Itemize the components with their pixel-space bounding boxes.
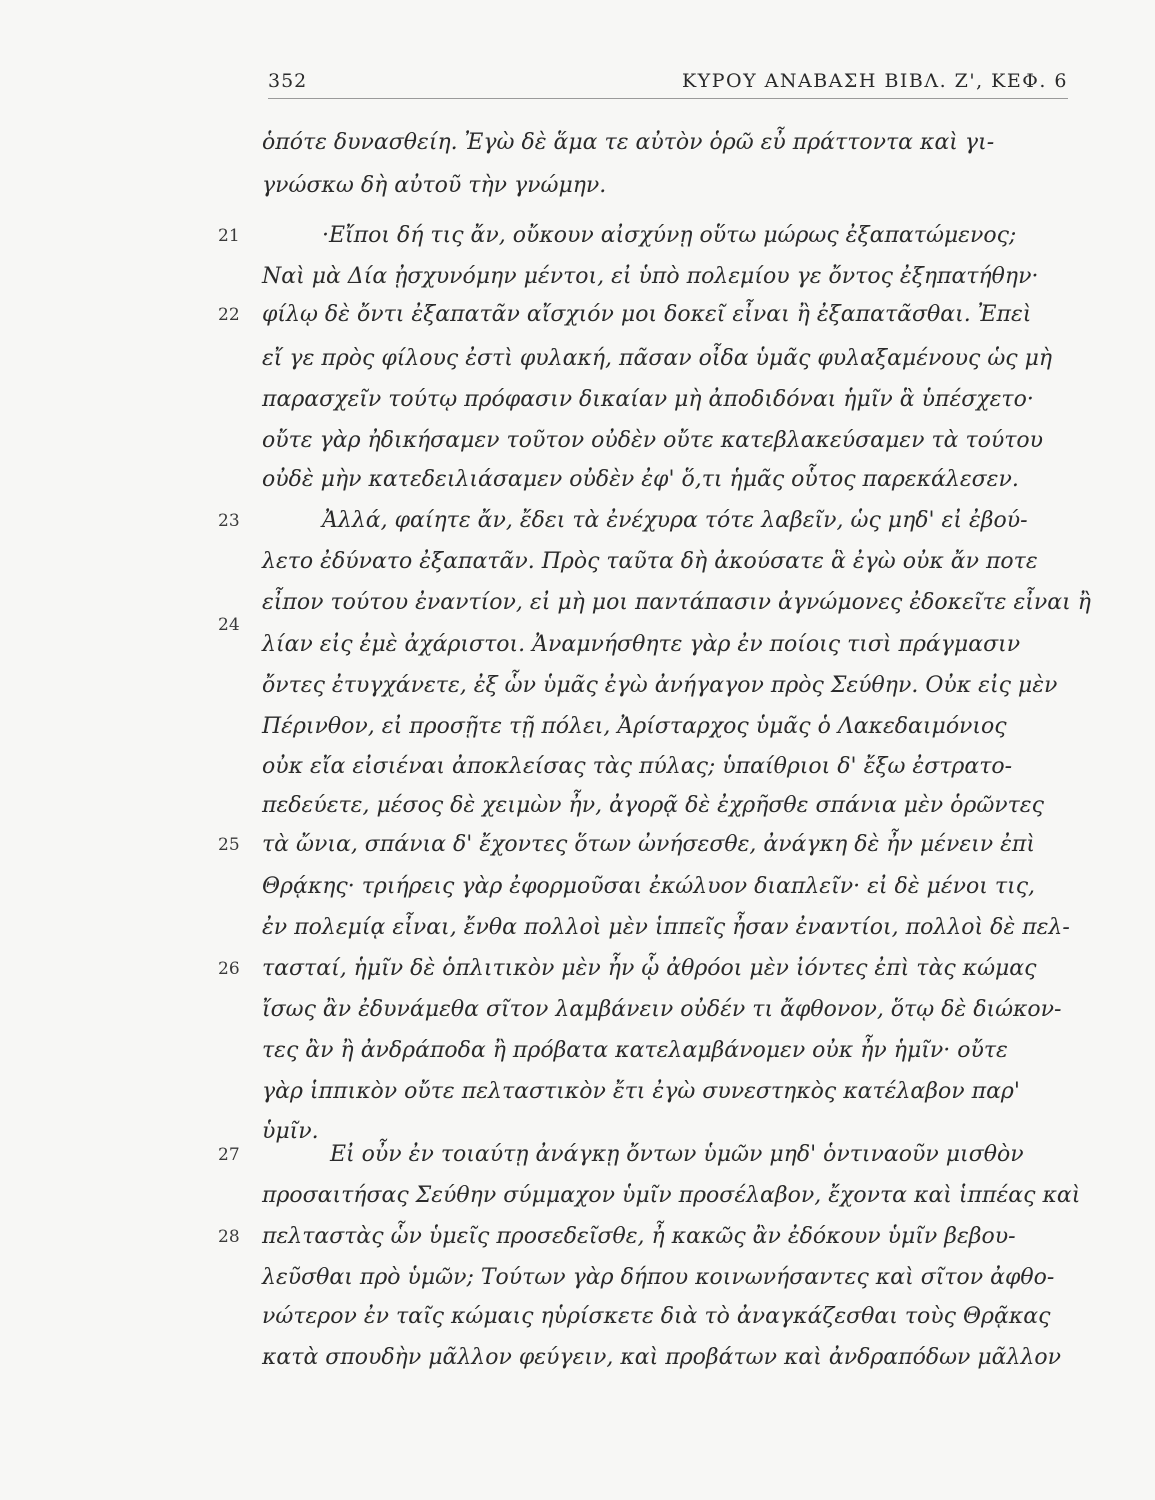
text-line: τὰ ὤνια, σπάνια δ' ἔχοντες ὅτων ὠνήσεσθε, ἀνάγκη δὲ ἦν μένειν ἐπὶ bbox=[262, 832, 1036, 857]
section-number: 21 bbox=[218, 226, 240, 246]
text-line: οὐκ εἴα εἰσιέναι ἀποκλείσας τὰς πύλας; ὑπαίθριοι δ' ἔξω ἐστρατο- bbox=[262, 754, 1013, 779]
running-head bbox=[268, 62, 1068, 102]
text-line: γὰρ ἱππικὸν οὔτε πελταστικὸν ἔτι ἐγὼ συνεστηκὸς κατέλαβον παρ' bbox=[262, 1079, 1020, 1104]
section-number: 23 bbox=[218, 511, 240, 531]
text-line: πελταστὰς ὧν ὑμεῖς προσεδεῖσθε, ἦ κακῶς ἂν ἐδόκουν ὑμῖν βεβου- bbox=[262, 1224, 1016, 1249]
text-line: πεδεύετε, μέσος δὲ χειμὼν ἦν, ἀγορᾷ δὲ ἐχρῆσθε σπάνια μὲν ὁρῶντες bbox=[262, 793, 1044, 818]
text-line: οὔτε γὰρ ἠδικήσαμεν τοῦτον οὐδὲν οὔτε κατεβλακεύσαμεν τὰ τούτου bbox=[262, 428, 1044, 453]
text-line: λίαν εἰς ἐμὲ ἀχάριστοι. Ἀναμνήσθητε γὰρ ἐν ποίοις τισὶ πράγμασιν bbox=[262, 632, 1021, 657]
text-line: γνώσκω δὴ αὐτοῦ τὴν γνώμην. bbox=[262, 173, 607, 198]
text-line: Ἀλλά, φαίητε ἄν, ἔδει τὰ ἐνέχυρα τότε λαβεῖν, ὡς μηδ' εἰ ἐβού- bbox=[322, 508, 1028, 533]
section-number: 24 bbox=[218, 615, 240, 635]
text-line: Πέρινθον, εἰ προσῇτε τῇ πόλει, Ἀρίσταρχος ὑμᾶς ὁ Λακεδαιμόνιος bbox=[262, 714, 1007, 739]
text-line: ἐν πολεμίᾳ εἶναι, ἔνθα πολλοὶ μὲν ἱππεῖς ἦσαν ἐναντίοι, πολλοὶ δὲ πελ- bbox=[262, 915, 1070, 940]
page-number: 352 bbox=[268, 70, 308, 92]
text-line: ὑμῖν. bbox=[262, 1119, 319, 1144]
text-line: λεῦσθαι πρὸ ὑμῶν; Τούτων γὰρ δήπου κοινωνήσαντες καὶ σῖτον ἀφθο- bbox=[262, 1265, 1055, 1290]
text-line: νώτερον ἐν ταῖς κώμαις ηὑρίσκετε διὰ τὸ ἀναγκάζεσθαι τοὺς Θρᾷκας bbox=[262, 1304, 1051, 1329]
text-line: κατὰ σπουδὴν μᾶλλον φεύγειν, καὶ προβάτων καὶ ἀνδραπόδων μᾶλλον bbox=[262, 1345, 1062, 1370]
text-line: τασταί, ἡμῖν δὲ ὁπλιτικὸν μὲν ἦν ᾧ ἀθρόοι μὲν ἰόντες ἐπὶ τὰς κώμας bbox=[262, 956, 1037, 981]
header-rule bbox=[268, 98, 1068, 99]
text-line: τες ἂν ἢ ἀνδράποδα ἢ πρόβατα κατελαμβάνομεν οὐκ ἦν ἡμῖν· οὔτε bbox=[262, 1038, 1008, 1063]
text-line: ὁπότε δυνασθείη. Ἐγὼ δὲ ἅμα τε αὐτὸν ὁρῶ εὖ πράττοντα καὶ γι- bbox=[262, 130, 995, 155]
text-line: παρασχεῖν τούτῳ πρόφασιν δικαίαν μὴ ἀποδιδόναι ἡμῖν ἃ ὑπέσχετο· bbox=[262, 387, 1034, 412]
text-line: ὄντες ἐτυγχάνετε, ἐξ ὧν ὑμᾶς ἐγὼ ἀνήγαγον πρὸς Σεύθην. Οὐκ εἰς μὲν bbox=[262, 673, 1058, 698]
text-line: Θρᾴκης· τριήρεις γὰρ ἐφορμοῦσαι ἐκώλυον διαπλεῖν· εἰ δὲ μένοι τις, bbox=[262, 874, 1036, 899]
text-line: Εἰ οὖν ἐν τοιαύτῃ ἀνάγκῃ ὄντων ὑμῶν μηδ' ὁντιναοῦν μισθὸν bbox=[330, 1142, 1024, 1167]
text-line: λετο ἐδύνατο ἐξαπατᾶν. Πρὸς ταῦτα δὴ ἀκούσατε ἃ ἐγὼ οὐκ ἄν ποτε bbox=[262, 549, 1038, 574]
text-line: ἴσως ἂν ἐδυνάμεθα σῖτον λαμβάνειν οὐδέν τι ἄφθονον, ὅτῳ δὲ διώκον- bbox=[262, 997, 1062, 1022]
section-number: 25 bbox=[218, 835, 240, 855]
text-line: οὐδὲ μὴν κατεδειλιάσαμεν οὐδὲν ἐφ' ὅ,τι ἡμᾶς οὗτος παρεκάλεσεν. bbox=[262, 467, 1019, 492]
text-line: προσαιτήσας Σεύθην σύμμαχον ὑμῖν προσέλαβον, ἔχοντα καὶ ἱππέας καὶ bbox=[262, 1183, 1081, 1208]
section-number: 26 bbox=[218, 959, 240, 979]
section-number: 28 bbox=[218, 1227, 240, 1247]
running-title: ΚΥΡΟΥ ΑΝΑΒΑΣΗ ΒΙΒΛ. Ζ', ΚΕΦ. 6 bbox=[681, 70, 1068, 92]
section-number: 27 bbox=[218, 1145, 240, 1165]
section-number: 22 bbox=[218, 305, 240, 325]
text-line: φίλῳ δὲ ὄντι ἐξαπατᾶν αἴσχιόν μοι δοκεῖ εἶναι ἢ ἐξαπατᾶσθαι. Ἐπεὶ bbox=[262, 302, 1032, 327]
text-line: ·Εἴποι δή τις ἄν, οὔκουν αἰσχύνῃ οὕτω μώρως ἐξαπατώμενος; bbox=[322, 223, 1017, 248]
text-line: εἶπον τούτου ἐναντίον, εἰ μὴ μοι παντάπασιν ἀγνώμονες ἐδοκεῖτε εἶναι ἢ bbox=[262, 590, 1091, 615]
text-line: Ναὶ μὰ Δία ᾐσχυνόμην μέντοι, εἰ ὑπὸ πολεμίου γε ὄντος ἐξηπατήθην· bbox=[262, 264, 1039, 289]
text-line: εἴ γε πρὸς φίλους ἐστὶ φυλακή, πᾶσαν οἶδα ὑμᾶς φυλαξαμένους ὡς μὴ bbox=[262, 346, 1053, 371]
